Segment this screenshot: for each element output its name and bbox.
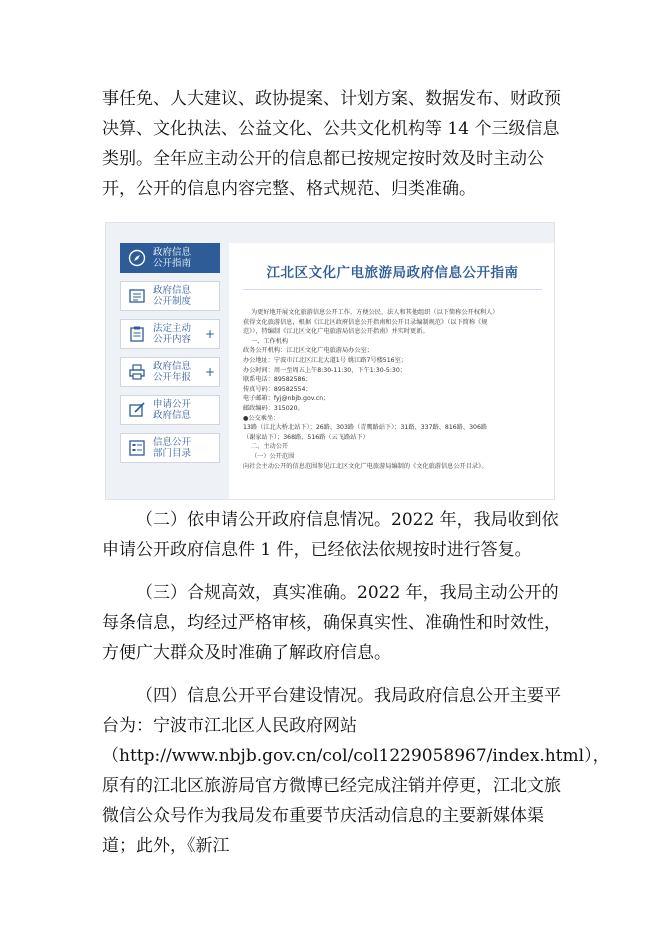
screenshot-sidebar [120, 243, 220, 471]
sidebar-item-annual-report: 政府信息 公开年报 + [120, 357, 220, 387]
sidebar-item-system: 政府信息 公开制度 [120, 281, 220, 311]
paragraph-application-disclosure: （二）依申请公开政府信息情况。2022 年，我局收到依申请公开政府信息件 1 件，已经依法依规按时进行答复。 [102, 510, 559, 560]
sidebar-item-guide: 政府信息 公开指南 [120, 243, 220, 273]
expand-plus-icon: + [204, 327, 215, 341]
list-icon [127, 286, 147, 306]
embedded-screenshot [105, 222, 555, 500]
sidebar-item-apply: 申请公开 政府信息 [120, 395, 220, 425]
directory-icon [127, 438, 147, 458]
paragraph-platform-construction: （四）信息公开平台建设情况。我局政府信息公开主要平台为：宁波市江北区人民政府网站（http://www.nbjb.gov.cn/col/col1229058967/index.html），原有的江北区旅游局官方微博已经完成注销并停更，江北文旅微信公众号作为我局发布重要节庆活动信息的主要新媒体渠道；此外，《新江 [102, 686, 610, 856]
title-divider [243, 289, 542, 290]
screenshot-main-panel [229, 243, 555, 500]
paragraph-continued: 事任免、人大建议、政协提案、计划方案、数据发布、财政预决算、文化执法、公益文化、公共文化机构等 14 个三级信息类别。全年应主动公开的信息都已按规定按时效及时主动公开，公开的信息内容完整、格式规范、归类准确。 [102, 89, 561, 199]
edit-icon [127, 400, 147, 420]
clipboard-icon [127, 324, 147, 344]
guide-body: 为更好地开展文化旅游信息公开工作，方便公民、法人和其他组织（以下简称公开权利人） 获得文化旅游信息，根据《江北区政府信息公开指南和公开目录编制规范》（以下简称《规 范》），特编制《江北区文化广电旅游局信息公开指南》并实时更新。 一、工作机构 政务公开机构：江北区文化广电旅游局办公室； 办公地址：宁波市江北区江北大道1号 姚江路7号楼516室； 办公时间：周一至周五上午8:30-11:30，下午1:30-5:30； 联系电话：89582586； 传真号码：89582554； 电子邮箱：fyj@nbjb.gov.cn； 邮政编码：315020。 ●公交乘坐： 13路（江北大桥北站下）；26路、303路（青鹰路站下）；31路、337路、816路、306路 （谢家站下）；368路、516路（云飞路站下） 二、主动公开 （一）公开范围 向社会主动公开的信息范围参见江北区文化广电旅游局编制的《文化旅游信息公开目录》。 [243, 309, 499, 470]
expand-plus-icon: + [204, 365, 215, 379]
sidebar-item-statutory: 法定主动 公开内容 + [120, 319, 220, 349]
paragraph-compliance: （三）合规高效，真实准确。2022 年，我局主动公开的每条信息，均经过严格审核，确保真实性、准确性和时效性，方便广大群众及时准确了解政府信息。 [102, 583, 561, 663]
compass-icon [127, 248, 147, 268]
printer-icon [127, 362, 147, 382]
guide-title: 江北区文化广电旅游局政府信息公开指南 [266, 265, 519, 281]
sidebar-item-directory: 信息公开 部门目录 [120, 433, 220, 463]
